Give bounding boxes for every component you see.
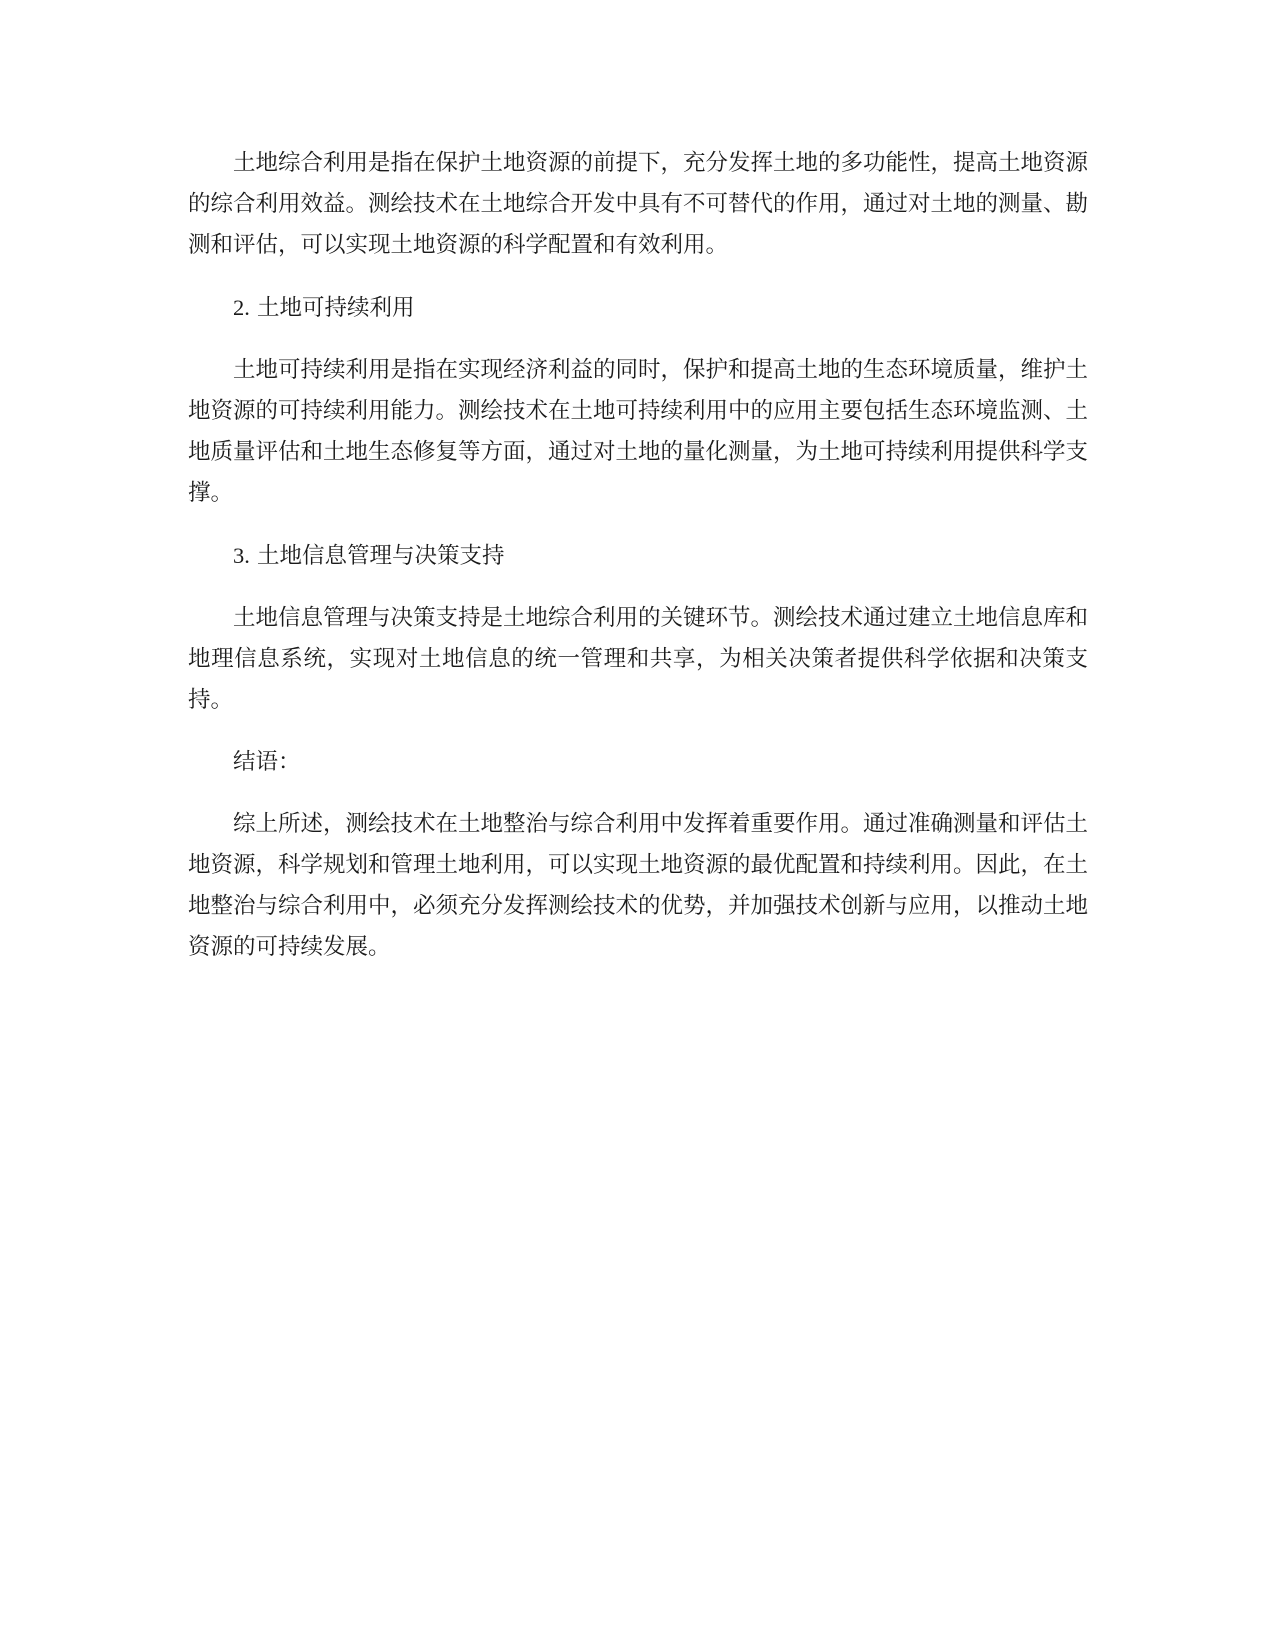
document-body: [188, 143, 1088, 989]
paragraph-conclusion: 综上所述，测绘技术在土地整治与综合利用中发挥着重要作用。通过准确测量和评估土地资源，科学规划和管理土地利用，可以实现土地资源的最优配置和持续利用。因此，在土地整治与综合利用中，必须充分发挥测绘技术的优势，并加强技术创新与应用，以推动土地资源的可持续发展。: [188, 811, 1089, 960]
section-heading-sustainable-use: [188, 287, 1088, 329]
section-heading-conclusion: [188, 742, 1088, 783]
section-title: 土地信息管理与决策支持: [257, 543, 505, 569]
section-heading-info-management: [188, 535, 1088, 577]
section-number: 3.: [233, 543, 250, 568]
section-title: 土地可持续利用: [257, 295, 415, 321]
section-number: 2.: [233, 295, 250, 320]
section-title: 结语：: [233, 749, 301, 775]
paragraph-info-management: 土地信息管理与决策支持是土地综合利用的关键环节。测绘技术通过建立土地信息库和地理信息系统，实现对土地信息的统一管理和共享，为相关决策者提供科学依据和决策支持。: [188, 605, 1089, 713]
paragraph-sustainable-use: 土地可持续利用是指在实现经济利益的同时，保护和提高土地的生态环境质量，维护土地资源的可持续利用能力。测绘技术在土地可持续利用中的应用主要包括生态环境监测、土地质量评估和土地生态修复等方面，通过对土地的量化测量，为土地可持续利用提供科学支撑。: [188, 357, 1089, 506]
paragraph-land-comprehensive-use: 土地综合利用是指在保护土地资源的前提下，充分发挥土地的多功能性，提高土地资源的综合利用效益。测绘技术在土地综合开发中具有不可替代的作用，通过对土地的测量、勘测和评估，可以实现土地资源的科学配置和有效利用。: [188, 150, 1089, 258]
